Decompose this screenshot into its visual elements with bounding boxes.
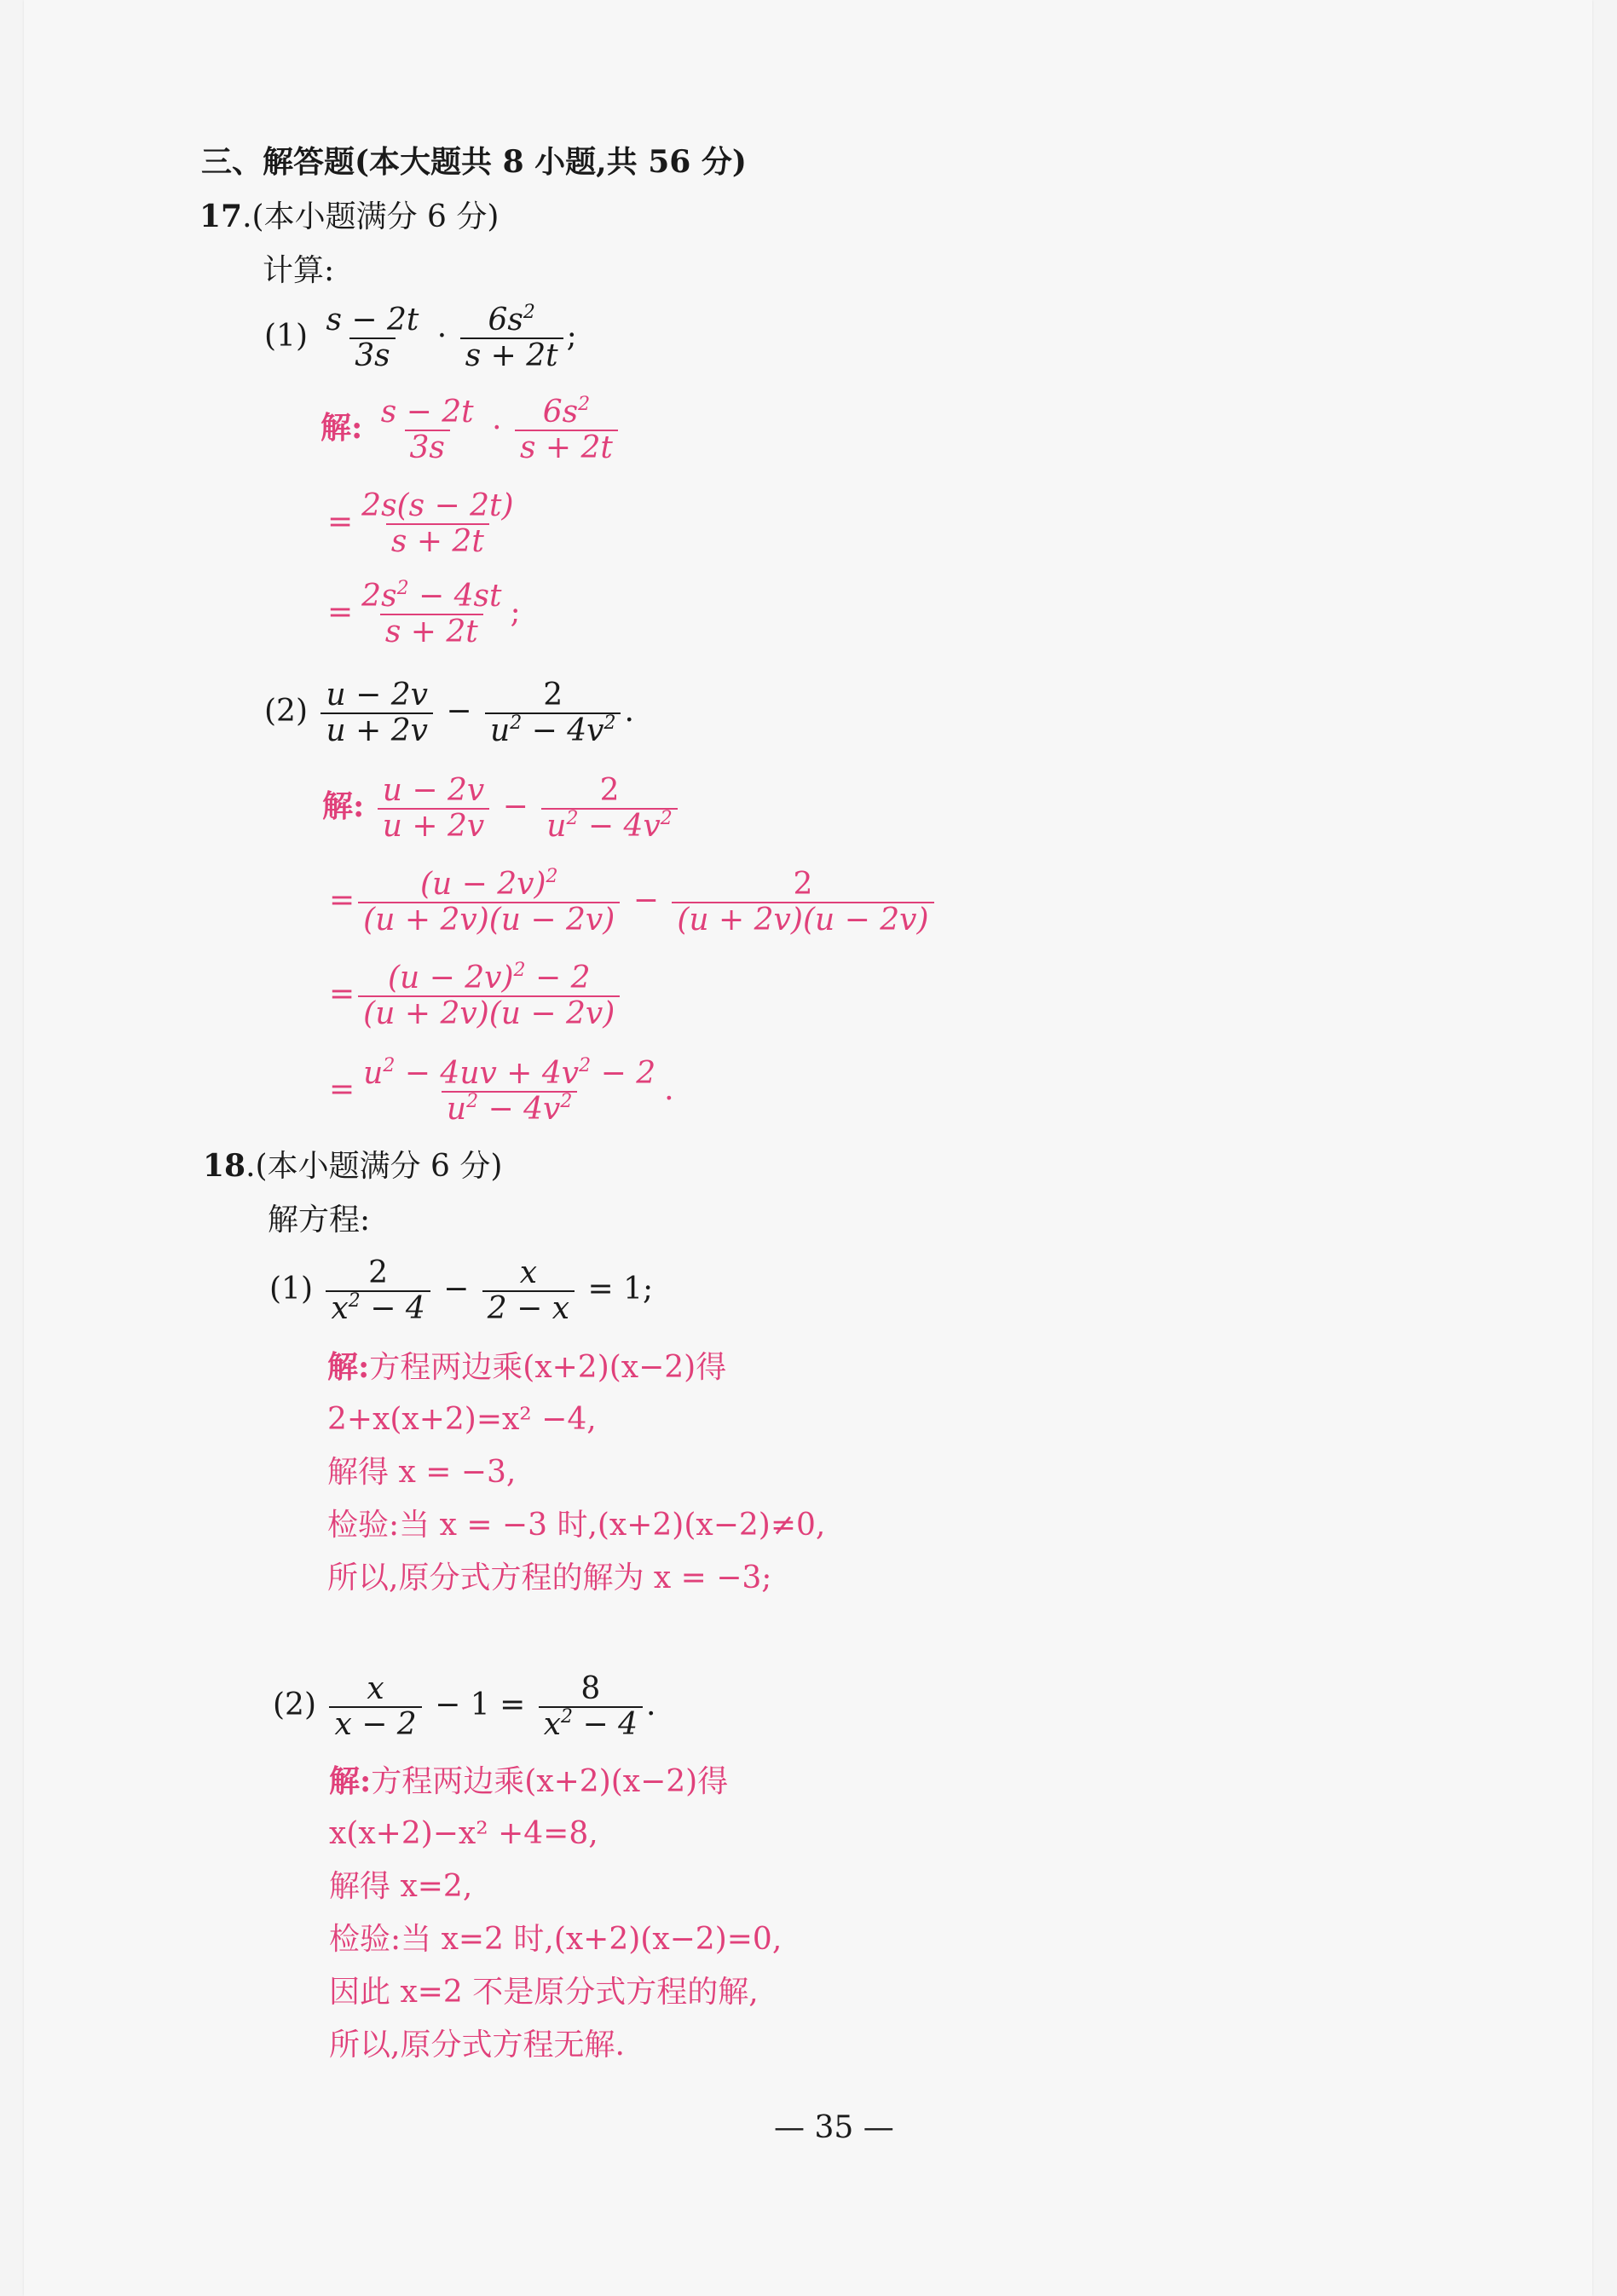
q17-header bbox=[199, 198, 499, 236]
section-title bbox=[201, 143, 747, 182]
fraction: $\frac{u - 2v}{u + 2v}$ bbox=[321, 678, 432, 748]
page bbox=[24, 0, 1592, 2296]
q18-s1-line4: 检验:当 x = −3 时,(x+2)(x−2)≠0, bbox=[327, 1508, 826, 1543]
section-title-text: 三、解答题(本大题共 8 小题,共 56 分) bbox=[201, 144, 747, 180]
q17-s2-line3: = $\frac{(u - 2v)^2 - 2}{(u + 2v)(u - 2v)}$ bbox=[329, 961, 623, 1031]
q17-p1-problem: (1) $\frac{s - 2t}{3s}$ · $\frac{6s^2}{s + 2t}$ ; bbox=[264, 302, 577, 373]
q17-s1-line3: = $\frac{2s^2 - 4st}{s + 2t}$ ; bbox=[327, 578, 521, 649]
q18-header bbox=[203, 1147, 502, 1185]
q17-s2-line1: 解: $\frac{u - 2v}{u + 2v}$ − $\frac{2}{u^2 - 4v^2}$ bbox=[322, 774, 681, 844]
q17-number: 17 bbox=[199, 199, 243, 234]
q17-prompt: 计算: bbox=[263, 253, 335, 288]
solution-label: 解: bbox=[329, 1763, 372, 1799]
fraction: $\frac{2s(s - 2t)}{s + 2t}$ bbox=[361, 488, 514, 559]
fraction: $\frac{2}{u^2 - 4v^2}$ bbox=[541, 774, 677, 844]
fraction: $\frac{(u - 2v)^2 - 2}{(u + 2v)(u - 2v)}$ bbox=[358, 961, 620, 1031]
q17-s1-line1: 解: $\frac{s - 2t}{3s}$ · $\frac{6s^2}{s + 2t}$ bbox=[321, 395, 621, 465]
solution-label: 解: bbox=[321, 410, 363, 446]
q17-s1-line2: = $\frac{2s(s - 2t)}{s + 2t}$ bbox=[327, 489, 523, 559]
solution-text: 方程两边乘(x+2)(x−2)得 bbox=[369, 1350, 727, 1385]
fraction: $\frac{2}{x^2 - 4}$ bbox=[326, 1256, 430, 1326]
q18-s1-line5: 所以,原分式方程的解为 x = −3; bbox=[327, 1560, 772, 1595]
fraction: $\frac{x}{2 - x}$ bbox=[482, 1256, 575, 1326]
q17-p1-label: (1) bbox=[264, 319, 308, 354]
fraction: $\frac{2s^2 - 4st}{s + 2t}$ bbox=[361, 578, 502, 649]
q17-s2-line2: = $\frac{(u - 2v)^2}{(u + 2v)(u - 2v)}$ − $\frac{2}{(u + 2v)(u - 2v)}$ bbox=[329, 868, 938, 937]
q17-p2-label: (2) bbox=[264, 694, 308, 729]
q18-s2-line2: x(x+2)−x² +4=8, bbox=[329, 1816, 598, 1851]
q18-s1-line2: 2+x(x+2)=x² −4, bbox=[327, 1402, 597, 1437]
fraction: $\frac{s - 2t}{3s}$ bbox=[326, 303, 419, 373]
solution-text: 方程两边乘(x+2)(x−2)得 bbox=[371, 1764, 729, 1799]
fraction: $\frac{u - 2v}{u + 2v}$ bbox=[378, 774, 489, 844]
q18-s1-line1 bbox=[327, 1348, 726, 1387]
q18-p1-label: (1) bbox=[269, 1272, 313, 1307]
q18-header-text: .(本小题满分 6 分) bbox=[245, 1149, 503, 1184]
q18-p2-label: (2) bbox=[273, 1687, 316, 1722]
q18-p1-problem: (1) $\frac{2}{x^2 - 4}$ − $\frac{x}{2 - x}$ = 1; bbox=[269, 1255, 654, 1326]
q18-p2-problem: (2) $\frac{x}{x - 2}$ − 1 = $\frac{8}{x^2 - 4}$ . bbox=[273, 1671, 656, 1742]
q17-s2-line4: = $\frac{u^2 - 4uv + 4v^2 - 2}{u^2 - 4v^2}$ . bbox=[329, 1055, 674, 1127]
q18-prompt: 解方程: bbox=[268, 1203, 371, 1237]
fraction: $\frac{6s^2}{s + 2t}$ bbox=[515, 395, 618, 465]
fraction: $\frac{x}{x - 2}$ bbox=[329, 1672, 421, 1742]
fraction: $\frac{8}{x^2 - 4}$ bbox=[539, 1672, 643, 1742]
q17-p2-problem: (2) $\frac{u - 2v}{u + 2v}$ − $\frac{2}{u^2 - 4v^2}$ . bbox=[264, 678, 634, 748]
q17-header-text: .(本小题满分 6 分) bbox=[242, 199, 500, 234]
q18-s1-line3: 解得 x = −3, bbox=[327, 1455, 517, 1490]
fraction: $\frac{s - 2t}{3s}$ bbox=[380, 395, 474, 465]
page-number: — 35 — bbox=[774, 2110, 894, 2145]
fraction: $\frac{(u - 2v)^2}{(u + 2v)(u - 2v)}$ bbox=[358, 868, 620, 937]
solution-label: 解: bbox=[327, 1349, 370, 1385]
q18-s2-line4: 检验:当 x=2 时,(x+2)(x−2)=0, bbox=[329, 1922, 783, 1957]
q18-number: 18 bbox=[203, 1148, 246, 1184]
q18-s2-line1 bbox=[329, 1762, 728, 1801]
fraction: $\frac{2}{(u + 2v)(u - 2v)}$ bbox=[672, 868, 933, 937]
q18-s2-line6: 所以,原分式方程无解. bbox=[329, 2028, 625, 2062]
solution-label: 解: bbox=[322, 788, 365, 824]
fraction: $\frac{2}{u^2 - 4v^2}$ bbox=[485, 678, 621, 748]
fraction: $\frac{6s^2}{s + 2t}$ bbox=[460, 303, 563, 373]
q18-s2-line3: 解得 x=2, bbox=[329, 1869, 473, 1904]
q18-s2-line5: 因此 x=2 不是原分式方程的解, bbox=[329, 1975, 759, 2010]
fraction: $\frac{u^2 - 4uv + 4v^2 - 2}{u^2 - 4v^2}$ bbox=[363, 1055, 656, 1127]
